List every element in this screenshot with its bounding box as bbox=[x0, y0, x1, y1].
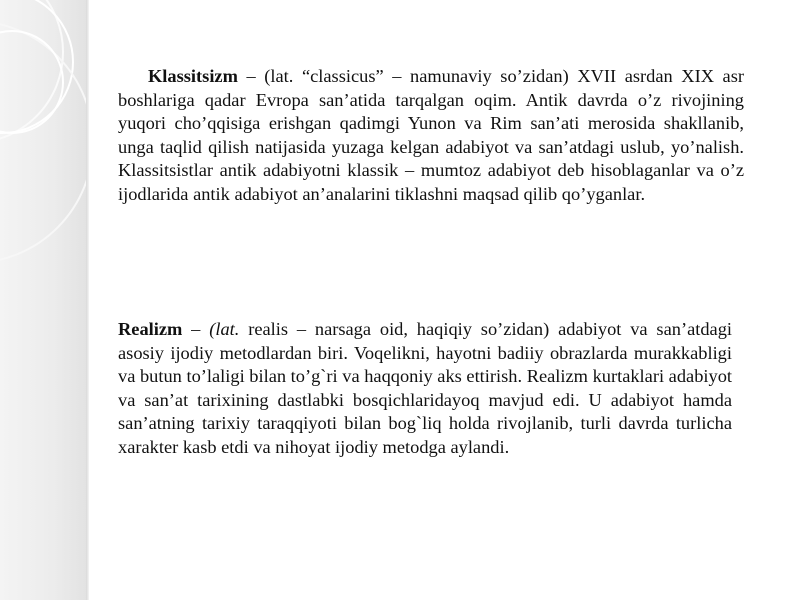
definition-dash: – bbox=[182, 319, 210, 339]
term-klassitsizm: Klassitsizm bbox=[148, 66, 238, 86]
latin-abbrev: (lat. bbox=[209, 319, 240, 339]
paragraph-realizm bbox=[118, 318, 732, 460]
definition-klassitsizm: – (lat. “classicus” – namunaviy so’zidan) XVII asrdan XIX asr boshlariga qadar Evropa san’atida tarqalgan oqim. Antik davrda o’z rivojining yuqori cho’qqisiga erishgan qadimgi Yunon va Rim san’ati merosida shakllanib, unga taqlid qilish natijasida yuzaga kelgan adabiyot va san’atdagi uslub, yo’nalish. Klassitsistlar antik adabiyotni klassik – mumtoz adabiyot deb hisoblaganlar va o’z ijodlarida antik adabiyot an’analarini tiklashni maqsad qilib qo’yganlar. bbox=[118, 66, 744, 204]
term-realizm: Realizm bbox=[118, 319, 183, 339]
slide-left-divider bbox=[86, 0, 89, 600]
slide-left-decoration bbox=[0, 0, 88, 600]
definition-realizm: realis – narsaga oid, haqiqiy so’zidan) adabiyot va san’atdagi asosiy ijodiy metodlardan biri. Voqelikni, hayotni badiiy obrazlarda murakkabligi va butun to’laligi bilan to’g`ri va haqqoniy aks ettirish. Realizm kurtaklari adabiyot va san’at tarixining dastlabki bosqichlaridayoq mavjud edi. U adabiyot hamda san’atning tarixiy taraqqiyoti bilan bog`liq holda rivojlanib, turli davrda turlicha xarakter kasb etdi va nihoyat ijodiy metodga aylandi. bbox=[118, 319, 732, 457]
paragraph-klassitsizm bbox=[118, 65, 744, 207]
